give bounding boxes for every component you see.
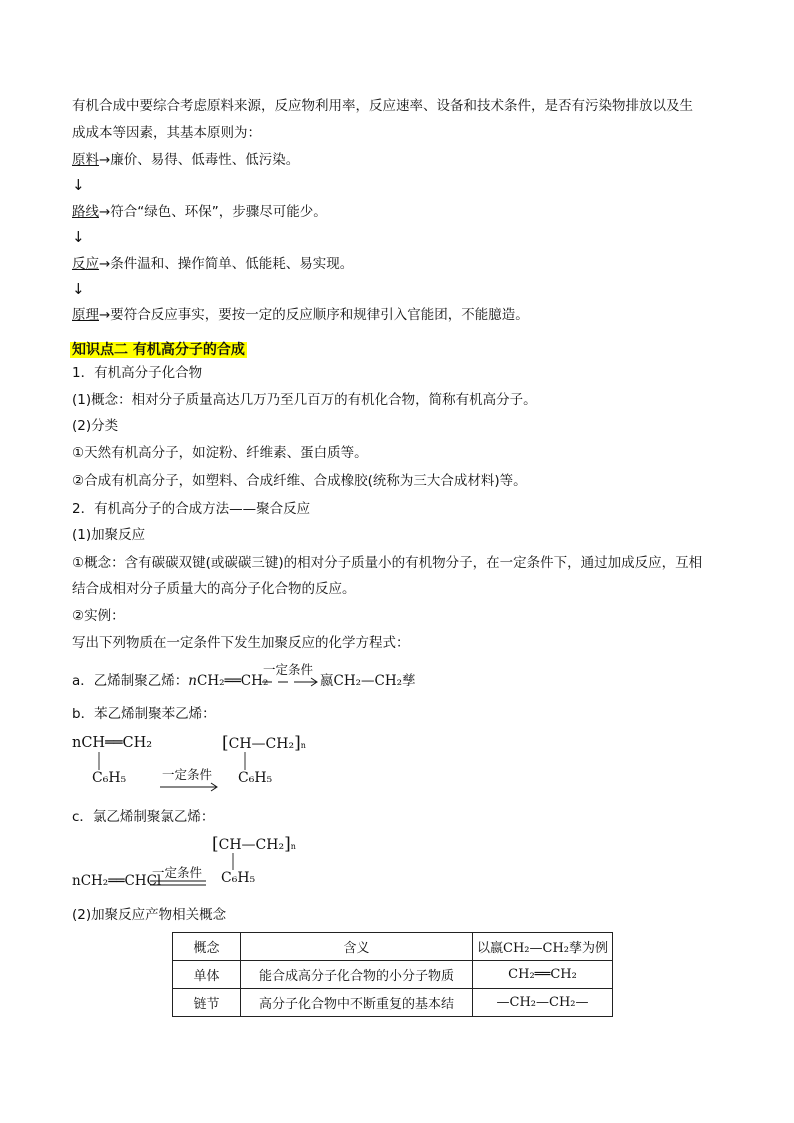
reaction-a-bracket-left: 嬴 — [320, 673, 334, 689]
concepts-table — [172, 932, 613, 1017]
reaction-b-product: [CH—CH₂]n — [222, 733, 306, 753]
intro-line-1: 有机合成中要综合考虑原料来源，反应物利用率，反应速率、设备和技术条件，是否有污染物排放以及生 — [72, 98, 693, 114]
reaction-b-bond-icon — [98, 752, 102, 770]
principle-text: →廉价、易得、低毒性、低污染。 — [99, 152, 300, 168]
s1-natural: ①天然有机高分子，如淀粉、纤维素、蛋白质等。 — [72, 445, 368, 461]
reaction-c-label: c．氯乙烯制聚氯乙烯： — [72, 809, 215, 825]
reaction-b-label: b．苯乙烯制聚苯乙烯： — [72, 706, 216, 722]
reaction-b-condition: 一定条件 — [162, 767, 213, 782]
table-cell: 单体 — [173, 961, 241, 989]
reaction-a-arrow-icon — [262, 676, 322, 688]
reaction-c-product-sub: C₆H₅ — [221, 870, 256, 886]
table-header-cell: 概念 — [173, 933, 241, 961]
section-title: 知识点二 有机高分子的合成 — [72, 342, 245, 358]
reaction-b-product-sub: C₆H₅ — [238, 770, 273, 786]
s2-concept-2: 结合成相对分子质量大的高分子化合物的反应。 — [72, 581, 356, 597]
s1-title: 1．有机高分子化合物 — [72, 365, 203, 381]
subscript-n: n — [300, 741, 306, 750]
intro-line-2: 成成本等因素，其基本原则为： — [72, 125, 261, 141]
principle-text: →符合“绿色、环保”，步骤尽可能少。 — [99, 204, 327, 220]
reaction-a-reactant: CH₂══CH₂ — [196, 673, 269, 689]
table-cell: 高分子化合物中不断重复的基本结 — [241, 989, 473, 1017]
table-header-row — [173, 933, 613, 961]
reaction-c-condition: 一定条件 — [152, 865, 203, 880]
reaction-b-product-bond-icon — [244, 752, 248, 770]
subscript-n: n — [290, 842, 296, 851]
table-cell: CH₂══CH₂ — [473, 961, 613, 989]
principle-materials — [72, 150, 299, 170]
bracket-right: ] — [294, 733, 301, 753]
reaction-a-n: n — [188, 673, 197, 689]
table-cell: 链节 — [173, 989, 241, 1017]
principle-text: →要符合反应事实，要按一定的反应顺序和规律引入官能团，不能臆造。 — [99, 307, 529, 323]
principle-term: 原料 — [72, 152, 99, 168]
s3-title: (2)加聚反应产物相关概念 — [72, 907, 227, 923]
reaction-a-condition: 一定条件 — [263, 662, 314, 677]
reaction-a-bracket-right: 孳 — [402, 673, 416, 689]
down-arrow-icon: ↓ — [72, 228, 85, 246]
reaction-a-product: 嬴CH₂—CH₂孳 — [320, 673, 416, 689]
table-cell: 能合成高分子化合物的小分子物质 — [241, 961, 473, 989]
bracket-left: [ — [222, 733, 229, 753]
reaction-c-product-bond-icon — [232, 853, 236, 870]
reaction-b-reactant: nCH══CH₂ — [72, 735, 153, 751]
principle-text: →条件温和、操作简单、低能耗、易实现。 — [99, 256, 354, 272]
reaction-c-reactant: nCH₂══CHCl — [72, 873, 162, 889]
s1-class-title: (2)分类 — [72, 418, 119, 434]
principle-route — [72, 202, 327, 222]
reaction-b-arrow-icon — [160, 781, 222, 793]
table-row — [173, 989, 613, 1017]
s2-title: 2．有机高分子的合成方法——聚合反应 — [72, 501, 311, 517]
reaction-a-label: a．乙烯制聚乙烯： — [72, 673, 189, 689]
bracket-right: ] — [284, 834, 291, 854]
down-arrow-icon: ↓ — [72, 176, 85, 194]
bracket-left: [ — [212, 834, 219, 854]
table-header-cell: 含义 — [241, 933, 473, 961]
s2-concept-1: ①概念：含有碳碳双键(或碳碳三键)的相对分子质量小的有机物分子，在一定条件下，通过加成反应，互相 — [72, 555, 703, 571]
principle-reaction — [72, 254, 353, 274]
principle-theory — [72, 305, 529, 325]
s1-synthetic: ②合成有机高分子，如塑料、合成纤维、合成橡胶(统称为三大合成材料)等。 — [72, 473, 527, 489]
s1-concept: (1)概念：相对分子质量高达几万乃至几百万的有机化合物，简称有机高分子。 — [72, 392, 537, 408]
table-cell: —CH₂—CH₂— — [473, 989, 613, 1017]
principle-term: 反应 — [72, 256, 99, 272]
table-header-cell: 以嬴CH₂—CH₂孳为例 — [473, 933, 613, 961]
s2-sub1: (1)加聚反应 — [72, 527, 146, 543]
principle-term: 原理 — [72, 307, 99, 323]
principle-term: 路线 — [72, 204, 99, 220]
down-arrow-icon: ↓ — [72, 280, 85, 298]
reaction-c-product: [CH—CH₂]n — [212, 834, 296, 854]
reaction-b-sub: C₆H₅ — [92, 770, 127, 786]
reaction-a — [72, 671, 268, 691]
table-row — [173, 961, 613, 989]
s2-instruction: 写出下列物质在一定条件下发生加聚反应的化学方程式： — [72, 635, 410, 651]
s2-example: ②实例： — [72, 608, 125, 624]
